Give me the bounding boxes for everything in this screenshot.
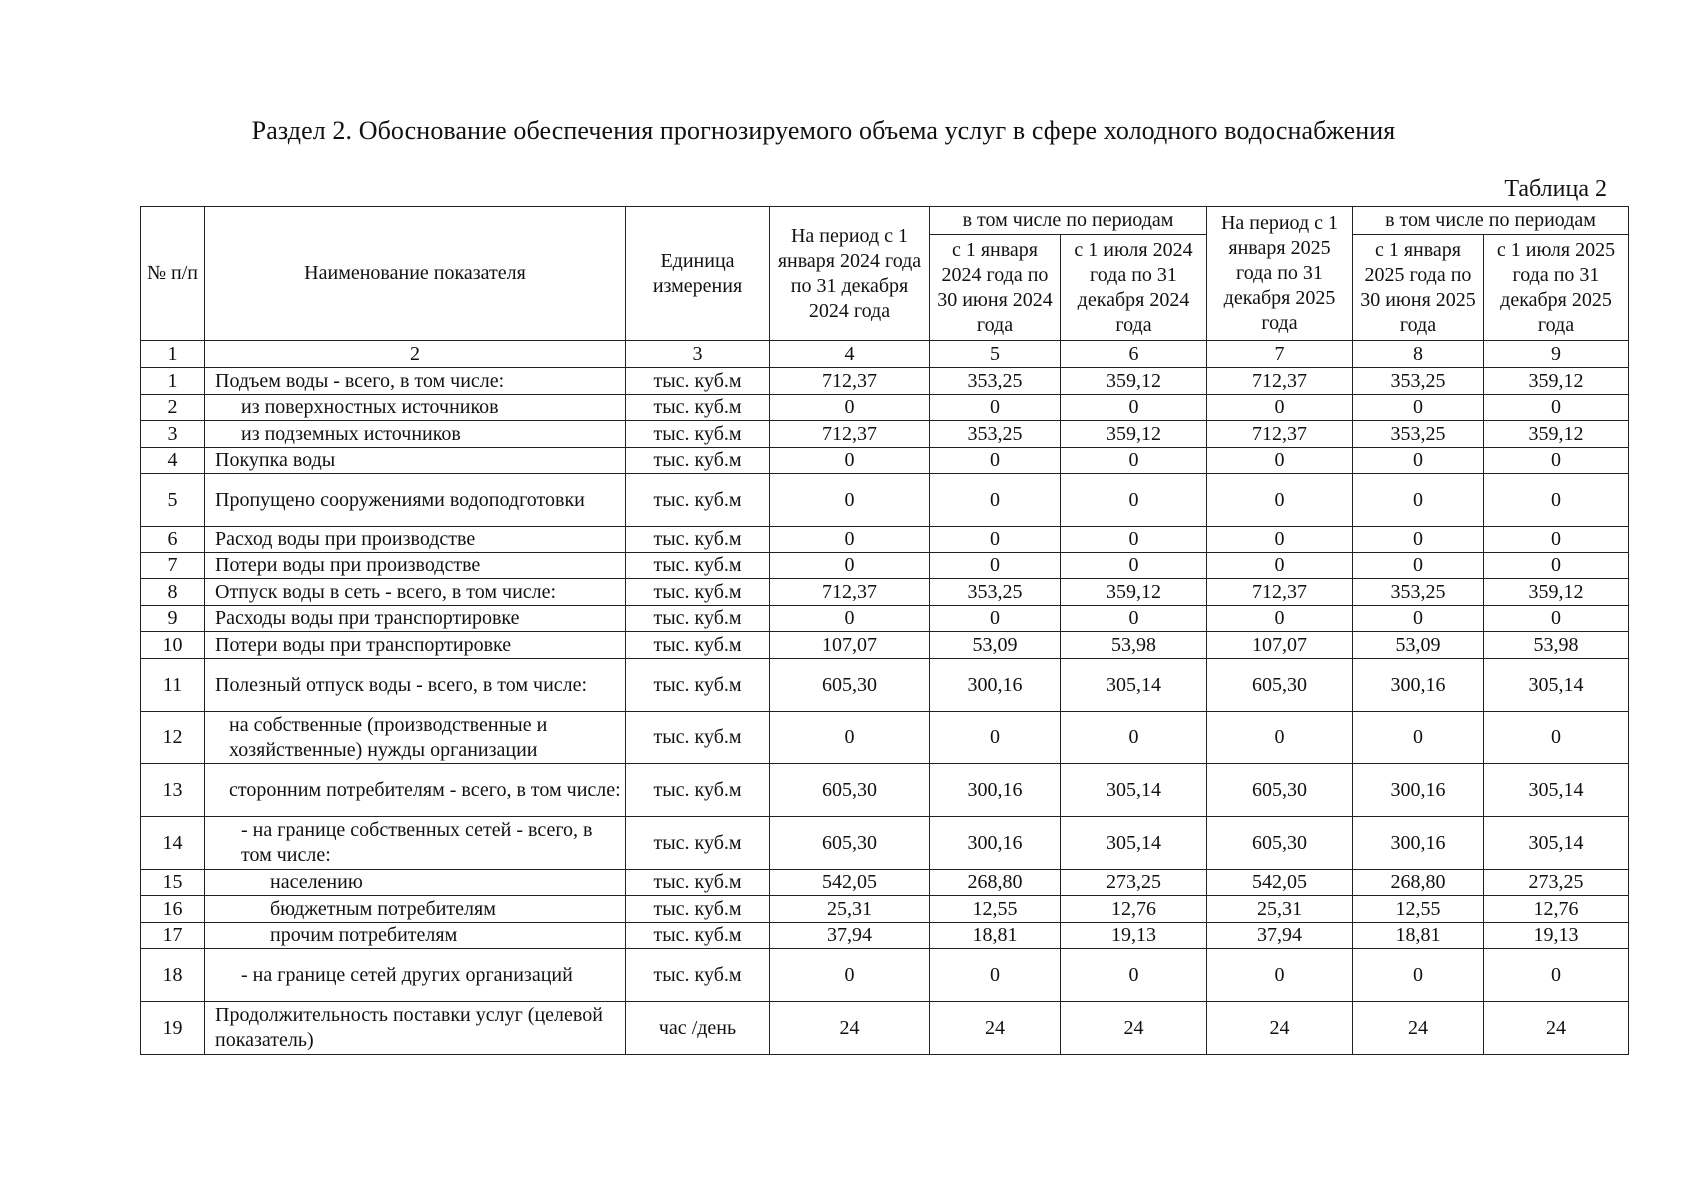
value-cell: 0 <box>1207 395 1353 421</box>
value-cell: 53,09 <box>930 632 1061 659</box>
table-row <box>141 368 1629 395</box>
column-number: 3 <box>626 341 770 368</box>
value-cell: 53,09 <box>1353 632 1484 659</box>
unit-cell: тыс. куб.м <box>626 659 770 712</box>
table-row <box>141 579 1629 606</box>
value-cell: 305,14 <box>1484 659 1629 712</box>
value-cell: 353,25 <box>1353 421 1484 448</box>
value-cell: 268,80 <box>930 870 1061 896</box>
header-row-1 <box>141 207 1629 235</box>
value-cell: 0 <box>1061 606 1207 632</box>
value-cell: 0 <box>930 395 1061 421</box>
value-cell: 0 <box>1061 553 1207 579</box>
value-cell: 0 <box>930 553 1061 579</box>
value-cell: 0 <box>1207 448 1353 474</box>
value-cell: 0 <box>1207 553 1353 579</box>
value-cell: 305,14 <box>1061 764 1207 817</box>
unit-cell: тыс. куб.м <box>626 632 770 659</box>
table-row <box>141 764 1629 817</box>
column-numbers-row <box>141 341 1629 368</box>
table-row <box>141 896 1629 923</box>
row-number: 3 <box>141 421 205 448</box>
value-cell: 0 <box>770 474 930 527</box>
header-period-2024: На период с 1 января 2024 года по 31 декабря 2024 года <box>770 207 930 341</box>
value-cell: 359,12 <box>1484 421 1629 448</box>
unit-cell: тыс. куб.м <box>626 764 770 817</box>
table-row <box>141 474 1629 527</box>
value-cell: 0 <box>1484 448 1629 474</box>
unit-cell: тыс. куб.м <box>626 553 770 579</box>
header-period-2025: На период с 1 января 2025 года по 31 декабря 2025 года <box>1207 207 1353 341</box>
table-row <box>141 949 1629 1002</box>
header-unit: Единица измерения <box>626 207 770 341</box>
value-cell: 0 <box>770 395 930 421</box>
row-number: 16 <box>141 896 205 923</box>
indicator-name: Потери воды при транспортировке <box>205 632 626 659</box>
indicator-name: из поверхностных источников <box>205 395 626 421</box>
header-name: Наименование показателя <box>205 207 626 341</box>
data-table-container <box>140 206 1629 1055</box>
section-title: Раздел 2. Обоснование обеспечения прогнозируемого объема услуг в сфере холодного водоснабжения <box>251 116 1396 145</box>
table-row <box>141 553 1629 579</box>
value-cell: 0 <box>1207 712 1353 764</box>
row-number: 9 <box>141 606 205 632</box>
table-row <box>141 923 1629 949</box>
column-number: 9 <box>1484 341 1629 368</box>
header-h2-2024: с 1 июля 2024 года по 31 декабря 2024 года <box>1061 235 1207 341</box>
value-cell: 353,25 <box>930 421 1061 448</box>
indicator-name: - на границе собственных сетей - всего, в том числе: <box>205 817 626 870</box>
column-number: 1 <box>141 341 205 368</box>
unit-cell: тыс. куб.м <box>626 896 770 923</box>
column-number: 6 <box>1061 341 1207 368</box>
row-number: 4 <box>141 448 205 474</box>
value-cell: 305,14 <box>1484 764 1629 817</box>
value-cell: 353,25 <box>1353 368 1484 395</box>
value-cell: 273,25 <box>1484 870 1629 896</box>
indicator-name: - на границе сетей других организаций <box>205 949 626 1002</box>
value-cell: 542,05 <box>770 870 930 896</box>
value-cell: 305,14 <box>1061 659 1207 712</box>
value-cell: 712,37 <box>1207 368 1353 395</box>
value-cell: 19,13 <box>1484 923 1629 949</box>
unit-cell: тыс. куб.м <box>626 395 770 421</box>
value-cell: 300,16 <box>1353 659 1484 712</box>
indicator-name: Потери воды при производстве <box>205 553 626 579</box>
indicator-name: Отпуск воды в сеть - всего, в том числе: <box>205 579 626 606</box>
unit-cell: тыс. куб.м <box>626 368 770 395</box>
value-cell: 605,30 <box>770 817 930 870</box>
row-number: 14 <box>141 817 205 870</box>
value-cell: 605,30 <box>770 659 930 712</box>
header-num: № п/п <box>141 207 205 341</box>
value-cell: 0 <box>1207 527 1353 553</box>
indicator-name: Подъем воды - всего, в том числе: <box>205 368 626 395</box>
value-cell: 273,25 <box>1061 870 1207 896</box>
header-h2-2025: с 1 июля 2025 года по 31 декабря 2025 года <box>1484 235 1629 341</box>
unit-cell: тыс. куб.м <box>626 606 770 632</box>
value-cell: 0 <box>1353 949 1484 1002</box>
value-cell: 107,07 <box>1207 632 1353 659</box>
row-number: 12 <box>141 712 205 764</box>
indicator-name: Расходы воды при транспортировке <box>205 606 626 632</box>
value-cell: 605,30 <box>1207 764 1353 817</box>
table-row <box>141 632 1629 659</box>
value-cell: 712,37 <box>770 421 930 448</box>
value-cell: 0 <box>1484 474 1629 527</box>
value-cell: 0 <box>930 474 1061 527</box>
value-cell: 542,05 <box>1207 870 1353 896</box>
row-number: 8 <box>141 579 205 606</box>
row-number: 1 <box>141 368 205 395</box>
value-cell: 37,94 <box>1207 923 1353 949</box>
value-cell: 0 <box>1207 606 1353 632</box>
value-cell: 359,12 <box>1061 421 1207 448</box>
row-number: 15 <box>141 870 205 896</box>
value-cell: 0 <box>1061 448 1207 474</box>
table-row <box>141 606 1629 632</box>
value-cell: 25,31 <box>770 896 930 923</box>
value-cell: 0 <box>1353 606 1484 632</box>
value-cell: 0 <box>770 553 930 579</box>
row-number: 19 <box>141 1002 205 1055</box>
header-including-2024: в том числе по периодам <box>930 207 1207 235</box>
indicator-name: Пропущено сооружениями водоподготовки <box>205 474 626 527</box>
row-number: 17 <box>141 923 205 949</box>
value-cell: 0 <box>1061 527 1207 553</box>
value-cell: 0 <box>1353 448 1484 474</box>
value-cell: 300,16 <box>930 764 1061 817</box>
indicator-name: населению <box>205 870 626 896</box>
value-cell: 0 <box>770 606 930 632</box>
table-row <box>141 712 1629 764</box>
column-number: 2 <box>205 341 626 368</box>
value-cell: 0 <box>1061 949 1207 1002</box>
value-cell: 359,12 <box>1061 368 1207 395</box>
value-cell: 0 <box>1353 553 1484 579</box>
unit-cell: тыс. куб.м <box>626 421 770 448</box>
header-including-2025: в том числе по периодам <box>1353 207 1629 235</box>
unit-cell: тыс. куб.м <box>626 527 770 553</box>
indicator-name: сторонним потребителям - всего, в том числе: <box>205 764 626 817</box>
value-cell: 0 <box>930 527 1061 553</box>
indicator-name: бюджетным потребителям <box>205 896 626 923</box>
value-cell: 0 <box>930 606 1061 632</box>
value-cell: 0 <box>1484 949 1629 1002</box>
column-number: 4 <box>770 341 930 368</box>
value-cell: 19,13 <box>1061 923 1207 949</box>
indicator-name: Полезный отпуск воды - всего, в том числе: <box>205 659 626 712</box>
value-cell: 24 <box>1061 1002 1207 1055</box>
value-cell: 605,30 <box>1207 817 1353 870</box>
value-cell: 12,55 <box>1353 896 1484 923</box>
value-cell: 300,16 <box>1353 764 1484 817</box>
value-cell: 0 <box>770 712 930 764</box>
unit-cell: тыс. куб.м <box>626 448 770 474</box>
row-number: 18 <box>141 949 205 1002</box>
row-number: 7 <box>141 553 205 579</box>
unit-cell: тыс. куб.м <box>626 923 770 949</box>
value-cell: 24 <box>1207 1002 1353 1055</box>
value-cell: 0 <box>1484 712 1629 764</box>
value-cell: 0 <box>770 527 930 553</box>
value-cell: 712,37 <box>770 579 930 606</box>
value-cell: 359,12 <box>1484 368 1629 395</box>
row-number: 11 <box>141 659 205 712</box>
unit-cell: тыс. куб.м <box>626 579 770 606</box>
value-cell: 0 <box>1061 395 1207 421</box>
value-cell: 12,76 <box>1484 896 1629 923</box>
value-cell: 0 <box>1484 527 1629 553</box>
value-cell: 0 <box>1207 949 1353 1002</box>
value-cell: 24 <box>930 1002 1061 1055</box>
header-h1-2025: с 1 января 2025 года по 30 июня 2025 года <box>1353 235 1484 341</box>
table-row <box>141 659 1629 712</box>
value-cell: 605,30 <box>770 764 930 817</box>
unit-cell: тыс. куб.м <box>626 870 770 896</box>
value-cell: 0 <box>1353 474 1484 527</box>
value-cell: 107,07 <box>770 632 930 659</box>
value-cell: 305,14 <box>1484 817 1629 870</box>
table-row <box>141 1002 1629 1055</box>
value-cell: 0 <box>930 949 1061 1002</box>
header-h1-2024: с 1 января 2024 года по 30 июня 2024 года <box>930 235 1061 341</box>
table-row <box>141 395 1629 421</box>
value-cell: 0 <box>1207 474 1353 527</box>
value-cell: 300,16 <box>930 659 1061 712</box>
table-row <box>141 448 1629 474</box>
unit-cell: тыс. куб.м <box>626 712 770 764</box>
value-cell: 0 <box>770 448 930 474</box>
value-cell: 0 <box>1353 395 1484 421</box>
table-row <box>141 421 1629 448</box>
value-cell: 25,31 <box>1207 896 1353 923</box>
value-cell: 37,94 <box>770 923 930 949</box>
unit-cell: тыс. куб.м <box>626 474 770 527</box>
value-cell: 0 <box>1484 606 1629 632</box>
indicator-name: Покупка воды <box>205 448 626 474</box>
value-cell: 0 <box>1061 712 1207 764</box>
indicator-name: прочим потребителям <box>205 923 626 949</box>
value-cell: 712,37 <box>770 368 930 395</box>
column-number: 7 <box>1207 341 1353 368</box>
value-cell: 24 <box>770 1002 930 1055</box>
column-number: 8 <box>1353 341 1484 368</box>
forecast-table <box>140 206 1629 1055</box>
value-cell: 712,37 <box>1207 421 1353 448</box>
indicator-name: Расход воды при производстве <box>205 527 626 553</box>
value-cell: 268,80 <box>1353 870 1484 896</box>
table-row <box>141 870 1629 896</box>
value-cell: 0 <box>1484 395 1629 421</box>
value-cell: 0 <box>1061 474 1207 527</box>
value-cell: 305,14 <box>1061 817 1207 870</box>
value-cell: 712,37 <box>1207 579 1353 606</box>
value-cell: 53,98 <box>1061 632 1207 659</box>
row-number: 5 <box>141 474 205 527</box>
value-cell: 0 <box>930 448 1061 474</box>
value-cell: 24 <box>1353 1002 1484 1055</box>
value-cell: 18,81 <box>1353 923 1484 949</box>
unit-cell: тыс. куб.м <box>626 949 770 1002</box>
value-cell: 12,55 <box>930 896 1061 923</box>
value-cell: 605,30 <box>1207 659 1353 712</box>
value-cell: 53,98 <box>1484 632 1629 659</box>
value-cell: 353,25 <box>930 368 1061 395</box>
indicator-name: из подземных источников <box>205 421 626 448</box>
row-number: 13 <box>141 764 205 817</box>
value-cell: 0 <box>1353 527 1484 553</box>
value-cell: 300,16 <box>930 817 1061 870</box>
value-cell: 12,76 <box>1061 896 1207 923</box>
table-row <box>141 527 1629 553</box>
value-cell: 24 <box>1484 1002 1629 1055</box>
indicator-name: Продолжительность поставки услуг (целевой показатель) <box>205 1002 626 1055</box>
value-cell: 0 <box>1353 712 1484 764</box>
table-row <box>141 817 1629 870</box>
value-cell: 353,25 <box>930 579 1061 606</box>
column-number: 5 <box>930 341 1061 368</box>
row-number: 10 <box>141 632 205 659</box>
value-cell: 359,12 <box>1484 579 1629 606</box>
value-cell: 0 <box>1484 553 1629 579</box>
value-cell: 0 <box>930 712 1061 764</box>
value-cell: 0 <box>770 949 930 1002</box>
indicator-name: на собственные (производственные и хозяйственные) нужды организации <box>205 712 626 764</box>
table-label: Таблица 2 <box>1504 176 1607 202</box>
value-cell: 300,16 <box>1353 817 1484 870</box>
unit-cell: час /день <box>626 1002 770 1055</box>
value-cell: 353,25 <box>1353 579 1484 606</box>
row-number: 2 <box>141 395 205 421</box>
value-cell: 359,12 <box>1061 579 1207 606</box>
unit-cell: тыс. куб.м <box>626 817 770 870</box>
value-cell: 18,81 <box>930 923 1061 949</box>
row-number: 6 <box>141 527 205 553</box>
